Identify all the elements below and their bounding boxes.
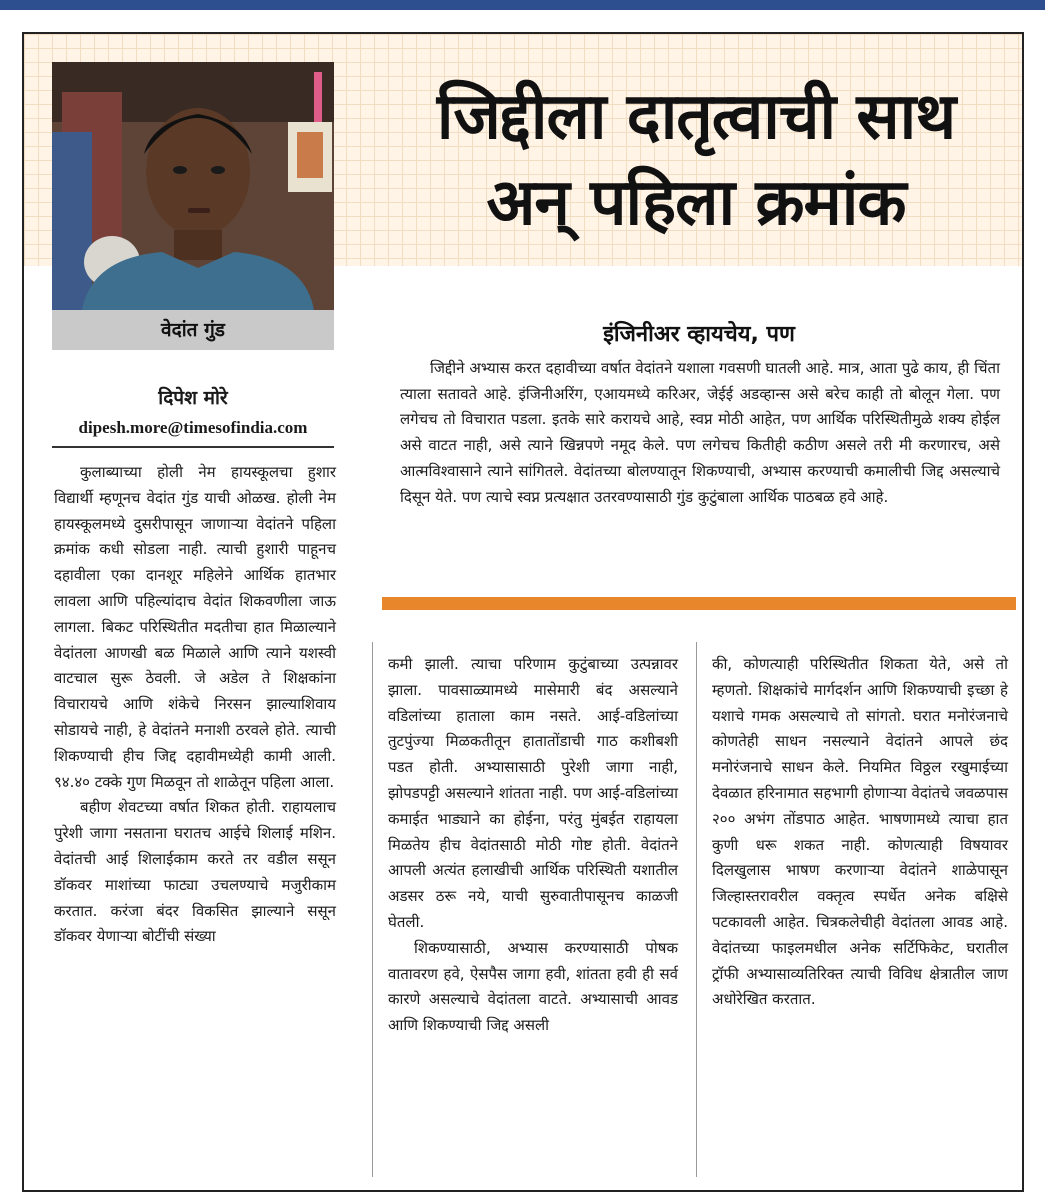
headline-line-1: जिद्दीला दातृत्वाची साथ — [436, 80, 956, 154]
author-name: दिपेश मोरे — [158, 387, 228, 409]
panel-body: जिद्दीने अभ्यास करत दहावीच्या वर्षात वेदांतने यशाला गवसणी घातली आहे. मात्र, आता पुढे काय, ही चिंता त्याला सतावते आहे. इंजिनीअरिंग, एआयमध्ये करिअर, जेईई अडव्हान्स असे बरेच काही तो बोलून गेला. पण लगेचच तो विचारात पडला. इतके सारे करायचे आहे, स्वप्न मोठी आहेत, पण आर्थिक परिस्थितीमुळे शक्य होईल असे वाटत नाही, असे त्याने खिन्नपणे नमूद केले. पण लगेचच कितीही कठीण असले तरी मी करणारच, असे आत्मविश्वासाने त्याने सांगितले. वेदांतच्या बोलण्यातून शिकण्याची, अभ्यास करण्याची कमालीची जिद्द असल्याचे दिसून येते. पण त्याचे स्वप्न प्रत्यक्षात उतरवण्यासाठी गुंड कुटुंबाला आर्थिक पाठबळ हवे आहे. — [400, 359, 1000, 506]
sidebar-panel — [382, 306, 1016, 610]
panel-title: इंजिनीअर व्हायचेय, पण — [603, 322, 795, 347]
article-column-2 — [388, 652, 678, 1039]
author-email: dipesh.more@timesofindia.com — [78, 418, 308, 437]
paragraph: बहीण शेवटच्या वर्षात शिकत होती. राहायलाच पुरेशी जागा नसताना घरातच आईचे शिलाई मशिन. वेदांतची आई शिलाईकाम करते तर वडील ससून डॉकवर माशांच्या फाट्या उचलण्याचे मजुरीकाम करतात. करंजा बंदर विकसित झाल्याने ससून डॉकवर येणाऱ्या बोटींची संख्या — [54, 798, 336, 946]
paragraph: की, कोणत्याही परिस्थितीत शिकता येते, असे तो म्हणतो. शिक्षकांचे मार्गदर्शन आणि शिकण्याची इच्छा हे यशाचे गमक असल्याचे तो सांगतो. घरात मनोरंजनाचे कोणतेही साधन नसल्याने वेदांतने आपले छंद मनोरंजनाचे साधन केले. नियमित विठ्ठल रखुमाईच्या देवळात हरिनामात सहभागी होणाऱ्या वेदांतचे जवळपास २०० अभंग तोंडपाठ आहेत. भाषणामध्ये त्याचा हात कुणी धरू शकत नाही. कोणत्याही विषयावर दिलखुलास भाषण करणाऱ्या वेदांतने शाळेपासून जिल्हास्तरावरील वक्तृत्व स्पर्धेत अनेक बक्षिसे पटकावली आहेत. चित्रकलेचीही वेदांतला आवड आहे. वेदांतच्या फाइलमधील अनेक सर्टिफिकेट, घरातील ट्रॉफी अभ्यासाव्यतिरिक्त त्याची विविध क्षेत्रातील जाण अधोरेखित करतात. — [712, 655, 1008, 1009]
column-divider — [372, 642, 373, 1177]
paragraph: कमी झाली. त्याचा परिणाम कुटुंबाच्या उत्पन्नावर झाला. पावसाळ्यामध्ये मासेमारी बंद असल्याने वडिलांच्या हाताला काम नसते. आई-वडिलांच्या तुटपुंज्या मिळकतीतून हातातोंडाची गाठ कशीबशी पडत होती. अभ्यासासाठी पुरेशी जागा नाही, झोपडपट्टी असल्याने शांतता नाही. पण आई-वडिलांच्या कमाईत भाड्याने का होईना, परंतु मुंबईत राहायला मिळतेय हीच वेदांतसाठी मोठी गोष्ट होती. वेदांतने आपली अत्यंत हलाखीची आर्थिक परिस्थिती यशातील अडसर ठरू नये, याची सुरुवातीपासूनच काळजी घेतली. — [388, 655, 678, 931]
paragraph: कुलाब्याच्या होली नेम हायस्कूलचा हुशार विद्यार्थी म्हणूनच वेदांत गुंड याची ओळख. होली नेम हायस्कूलमध्ये दुसरीपासून जाणाऱ्या वेदांतने पहिला क्रमांक कधी सोडला नाही. त्याची हुशारी पाहूनच दहावीला एका दानशूर महिलेने आर्थिक हातभार लावला आणि पहिल्यांदाच वेदांत शिकवणीला जाऊ लागला. बिकट परिस्थितीत मदतीचा हात मिळाल्याने वेदांतला आणखी बळ मिळाले आणि त्याने यशस्वी वाटचाल सुरू ठेवली. जे अडेल ते शिक्षकांना विचारायचे आणि शंकेचे निरसन झाल्याशिवाय सोडायचे नाही, हे वेदांतने मनाशी ठरवले होते. त्याची शिकण्याची हीच जिद्द दहावीमध्येही कामी आली. ९४.४० टक्के गुण मिळवून तो शाळेतून पहिला आला. — [54, 463, 336, 791]
column-divider — [696, 642, 697, 1177]
article-column-3 — [712, 652, 1008, 1013]
newspaper-clipping — [22, 32, 1024, 1192]
byline-divider — [52, 446, 334, 448]
student-photo — [52, 62, 334, 310]
headline — [376, 74, 1016, 246]
paragraph: शिकण्यासाठी, अभ्यास करण्यासाठी पोषक वातावरण हवे, ऐसपैस जागा हवी, शांतता हवी ही सर्व कारणे असल्याचे वेदांतला वाटते. अभ्यासाची आवड आणि शिकण्याची जिद्द असली — [388, 938, 678, 1035]
headline-line-2: अन् पहिला क्रमांक — [486, 166, 906, 240]
article-column-1 — [54, 460, 336, 950]
top-color-bar — [0, 0, 1045, 10]
portrait-illustration — [52, 62, 334, 310]
photo-caption: वेदांत गुंड — [52, 310, 334, 350]
